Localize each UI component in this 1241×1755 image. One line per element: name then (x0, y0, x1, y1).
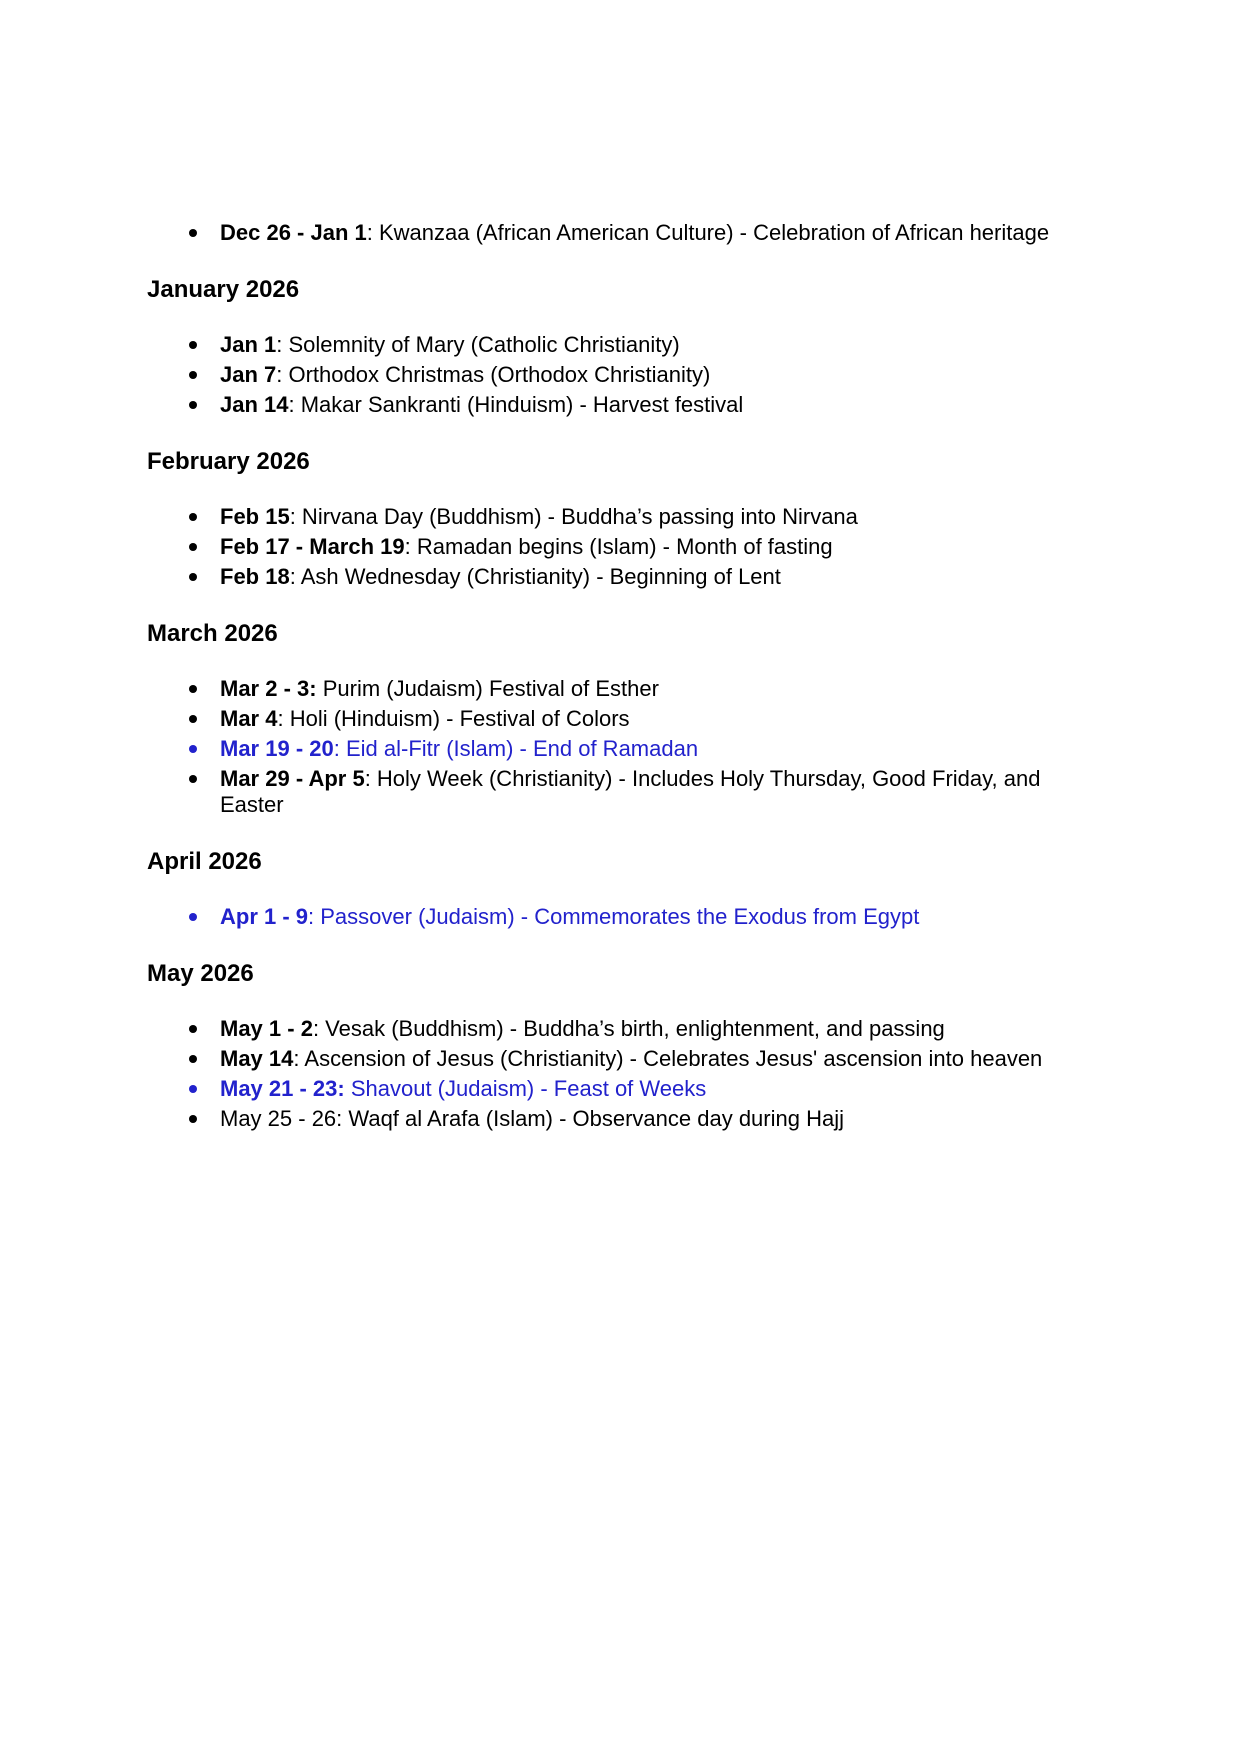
bullet-icon (189, 1055, 197, 1063)
holiday-item-orthodox-christmas (147, 362, 1106, 388)
holiday-date: May 1 - 2 (220, 1016, 313, 1041)
holiday-description: : Kwanzaa (African American Culture) - Celebration of African heritage (366, 220, 1050, 245)
bullet-icon (189, 513, 197, 521)
holiday-item-makar-sankranti (147, 392, 1106, 418)
bullet-icon (189, 913, 197, 921)
holiday-item-passover (147, 904, 1106, 930)
holiday-item-ramadan-begins (147, 534, 1106, 560)
bullet-icon (189, 401, 197, 409)
holiday-date: Jan 1 (220, 332, 277, 357)
holiday-date: May 21 - 23: (220, 1076, 345, 1101)
month-heading-march-2026: March 2026 (147, 620, 278, 647)
holiday-description: : Orthodox Christmas (Orthodox Christianity) (276, 362, 711, 387)
holiday-item-waqf-al-arafa (147, 1106, 1106, 1132)
holiday-item-kwanzaa (147, 220, 1106, 246)
bullet-icon (189, 685, 197, 693)
holiday-list-april (147, 904, 1106, 930)
holiday-item-nirvana-day (147, 504, 1106, 530)
holiday-description: : Eid al-Fitr (Islam) - End of Ramadan (333, 736, 699, 761)
holiday-item-ash-wednesday (147, 564, 1106, 590)
holiday-description: : Ash Wednesday (Christianity) - Beginning of Lent (289, 564, 781, 589)
month-heading-may-2026: May 2026 (147, 960, 254, 987)
holiday-description: : Holi (Hinduism) - Festival of Colors (277, 706, 630, 731)
holiday-date: Feb 15 (220, 504, 290, 529)
holiday-item-shavout (147, 1076, 1106, 1102)
holiday-list-february (147, 504, 1106, 590)
holiday-date: Mar 19 - 20 (220, 736, 334, 761)
bullet-icon (189, 341, 197, 349)
holiday-list-may (147, 1016, 1106, 1132)
holiday-date: Mar 29 - Apr 5 (220, 766, 365, 791)
bullet-icon (189, 573, 197, 581)
holiday-description: : Vesak (Buddhism) - Buddha’s birth, enlightenment, and passing (312, 1016, 945, 1041)
holiday-date: Feb 17 - March 19 (220, 534, 405, 559)
bullet-icon (189, 745, 197, 753)
bullet-icon (189, 371, 197, 379)
holiday-list-intro (147, 220, 1106, 246)
bullet-icon (189, 1115, 197, 1123)
holiday-date: Jan 7 (220, 362, 277, 387)
month-heading-january-2026: January 2026 (147, 276, 300, 303)
holiday-date: Jan 14 (220, 392, 289, 417)
holiday-description: May 25 - 26: Waqf al Arafa (Islam) - Observance day during Hajj (220, 1106, 844, 1131)
bullet-icon (189, 1085, 197, 1093)
holiday-item-holi (147, 706, 1106, 732)
holiday-item-holy-week (147, 766, 1106, 818)
holiday-date: Mar 2 - 3: (220, 676, 317, 701)
bullet-icon (189, 715, 197, 723)
holiday-date: May 14 (220, 1046, 294, 1071)
month-heading-april-2026: April 2026 (147, 848, 262, 875)
holiday-item-solemnity-of-mary (147, 332, 1106, 358)
bullet-icon (189, 775, 197, 783)
holiday-description: : Nirvana Day (Buddhism) - Buddha’s passing into Nirvana (289, 504, 858, 529)
holiday-list-march (147, 676, 1106, 818)
bullet-icon (189, 543, 197, 551)
month-heading-february-2026: February 2026 (147, 448, 310, 475)
holiday-item-ascension-of-jesus (147, 1046, 1106, 1072)
holiday-date: Feb 18 (220, 564, 290, 589)
holiday-description: : Ramadan begins (Islam) - Month of fasting (404, 534, 833, 559)
holiday-item-purim (147, 676, 1106, 702)
holiday-description: : Passover (Judaism) - Commemorates the Exodus from Egypt (308, 904, 920, 929)
holiday-description: : Makar Sankranti (Hinduism) - Harvest festival (288, 392, 744, 417)
holiday-date: Dec 26 - Jan 1 (220, 220, 367, 245)
holiday-date: Mar 4 (220, 706, 278, 731)
holiday-description: Shavout (Judaism) - Feast of Weeks (344, 1076, 707, 1101)
holiday-item-eid-al-fitr (147, 736, 1106, 762)
holiday-description: Purim (Judaism) Festival of Esther (316, 676, 659, 701)
holiday-list-january (147, 332, 1106, 418)
holiday-description: : Solemnity of Mary (Catholic Christianity) (276, 332, 680, 357)
bullet-icon (189, 1025, 197, 1033)
holiday-date: Apr 1 - 9 (220, 904, 309, 929)
holiday-description: : Holy Week (Christianity) - Includes Holy Thursday, Good Friday, and Easter (220, 766, 1041, 817)
holiday-description: : Ascension of Jesus (Christianity) - Celebrates Jesus' ascension into heaven (293, 1046, 1043, 1071)
bullet-icon (189, 229, 197, 237)
holiday-item-vesak (147, 1016, 1106, 1042)
